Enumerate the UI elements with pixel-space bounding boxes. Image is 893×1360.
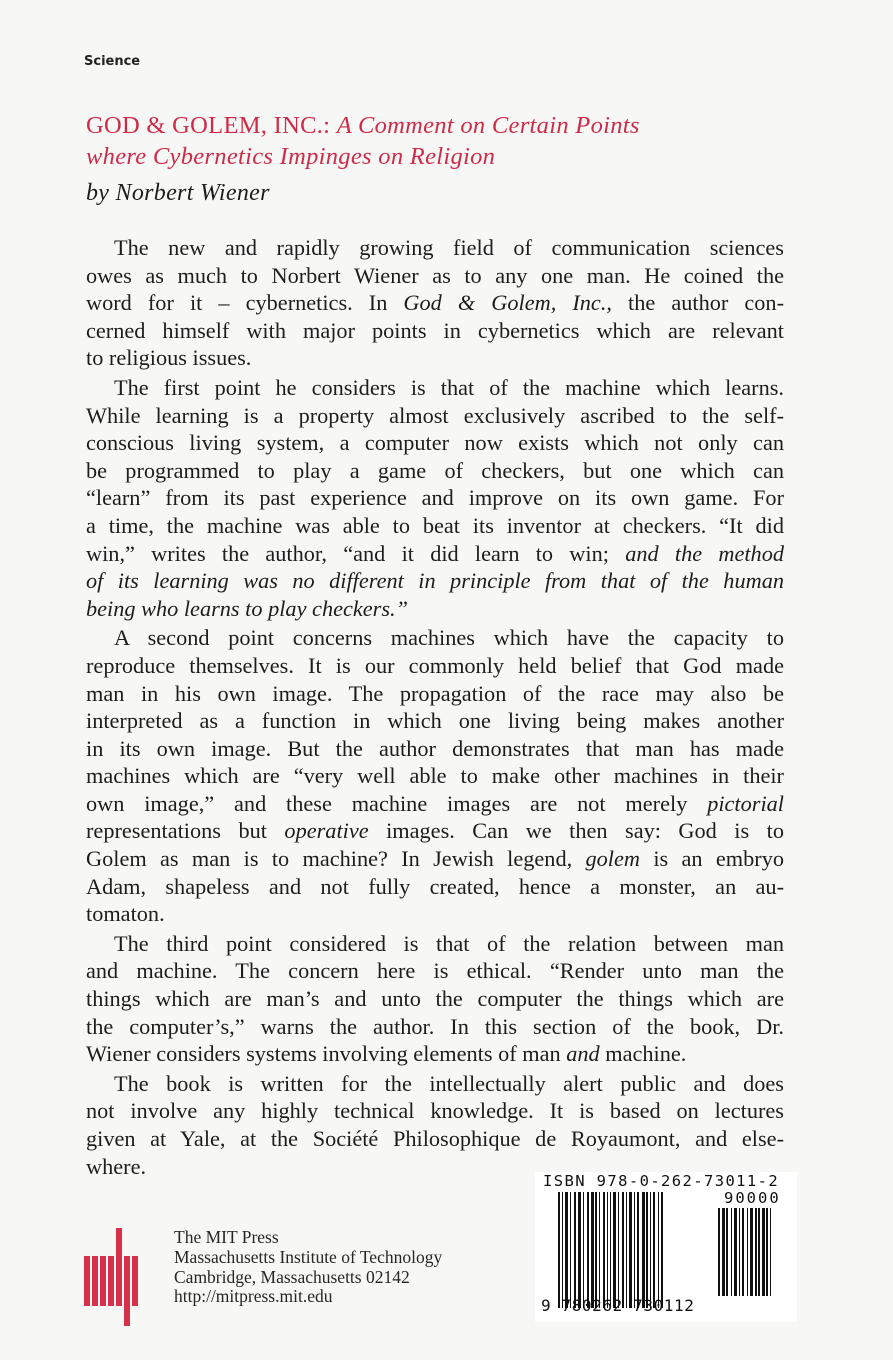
- italic-text: of its learning was no different in principle from that of the human: [86, 568, 784, 594]
- text-line: The third point considered is that of the relation between man: [114, 930, 784, 956]
- italic-text: and the method: [625, 540, 784, 566]
- ean-first-digit: 9: [541, 1296, 552, 1315]
- italic-text: golem: [585, 846, 640, 872]
- price-code: 90000: [724, 1189, 781, 1207]
- text-line: a time, the machine was able to beat its inventor at checkers. “It did: [86, 512, 784, 538]
- category-label: Science: [84, 54, 141, 69]
- text-line: not involve any highly technical knowledge. It is based on lectures: [86, 1098, 784, 1124]
- text-line: owes as much to Norbert Wiener as to any one man. He coined the: [86, 262, 784, 288]
- text-line: “learn” from its past experience and improve on its own game. For: [86, 485, 784, 511]
- title-main: GOD & GOLEM, INC.:: [86, 112, 331, 139]
- publisher-address: Cambridge, Massachusetts 02142: [174, 1266, 410, 1287]
- text-line: the computer’s,” warns the author. In this section of the book, Dr.: [86, 1013, 784, 1039]
- text-line: The book is written for the intellectually alert public and does: [114, 1070, 784, 1096]
- ean-left-group: 780262: [561, 1296, 623, 1315]
- text-line: cerned himself with major points in cybernetics which are relevant: [86, 317, 784, 343]
- author-byline: by Norbert Wiener: [86, 180, 270, 206]
- italic-text: being who learns to play checkers.”: [86, 595, 409, 621]
- text-line: The new and rapidly growing field of communication sciences: [114, 235, 784, 260]
- text-line: word for it – cybernetics. In God & Golem, Inc., the author con-: [86, 290, 784, 316]
- text-line: While learning is a property almost exclusively ascribed to the self-: [86, 402, 784, 428]
- mit-press-logo-icon: [84, 1228, 144, 1310]
- italic-text: God & Golem, Inc.,: [403, 290, 612, 316]
- text-line: machines which are “very well able to make other machines in their: [86, 763, 784, 789]
- paragraph: [86, 1070, 784, 1180]
- text-line: to religious issues.: [86, 345, 252, 371]
- text-line: conscious living system, a computer now exists which not only can: [86, 430, 784, 456]
- text-line: A second point concerns machines which have the capacity to: [114, 625, 784, 651]
- italic-text: operative: [284, 818, 369, 844]
- text-line: Wiener considers systems involving elements of man and machine.: [86, 1041, 687, 1067]
- text-line: man in his own image. The propagation of the race may also be: [86, 680, 784, 706]
- description-body: [86, 234, 784, 1182]
- publisher-name: The MIT Press: [174, 1227, 279, 1247]
- text-line: representations but operative images. Can we then say: God is to: [86, 818, 784, 844]
- text-line: where.: [86, 1153, 147, 1179]
- text-line: Golem as man is to machine? In Jewish legend, golem is an embryo: [86, 846, 785, 872]
- paragraph: [86, 624, 784, 928]
- italic-text: pictorial: [707, 790, 784, 816]
- text-line: tomaton.: [86, 901, 165, 927]
- paragraph: [86, 374, 784, 622]
- italic-text: and: [566, 1041, 600, 1067]
- paragraph: [86, 930, 784, 1068]
- publisher-block: [84, 1228, 442, 1310]
- book-title: [86, 110, 806, 172]
- text-line: [86, 567, 784, 595]
- text-line: [86, 595, 784, 623]
- text-line: reproduce themselves. It is our commonly held belief that God made: [86, 652, 784, 678]
- text-line: win,” writes the author, “and it did learn to win; and the method: [86, 540, 784, 566]
- text-line: and machine. The concern here is ethical. “Render unto man the: [86, 958, 784, 984]
- title-subtitle-2: where Cybernetics Impinges on Religion: [86, 143, 496, 170]
- text-line: things which are man’s and unto the computer the things which are: [86, 986, 784, 1012]
- text-line: Adam, shapeless and not fully created, hence a monster, an au-: [86, 873, 784, 899]
- text-line: in its own image. But the author demonstrates that man has made: [86, 735, 784, 761]
- ean-barcode-icon: [558, 1192, 668, 1308]
- text-line: interpreted as a function in which one living being makes another: [86, 708, 784, 734]
- publisher-institution: Massachusetts Institute of Technology: [174, 1246, 443, 1267]
- ean-right-group: 730112: [633, 1296, 695, 1315]
- isbn-label: ISBN 978-0-262-73011-2: [543, 1172, 780, 1190]
- text-line: The first point he considers is that of the machine which learns.: [114, 374, 784, 400]
- text-line: be programmed to play a game of checkers, but one which can: [86, 457, 784, 483]
- ean-digits: [541, 1296, 695, 1315]
- text-line: given at Yale, at the Société Philosophique de Royaumont, and else-: [86, 1126, 784, 1151]
- text-line: own image,” and these machine images are not merely pictorial: [86, 790, 784, 816]
- paragraph: [86, 234, 784, 372]
- addon-barcode-icon: [718, 1208, 794, 1296]
- publisher-url[interactable]: http://mitpress.mit.edu: [174, 1286, 333, 1307]
- title-subtitle-1: A Comment on Certain Points: [336, 112, 640, 139]
